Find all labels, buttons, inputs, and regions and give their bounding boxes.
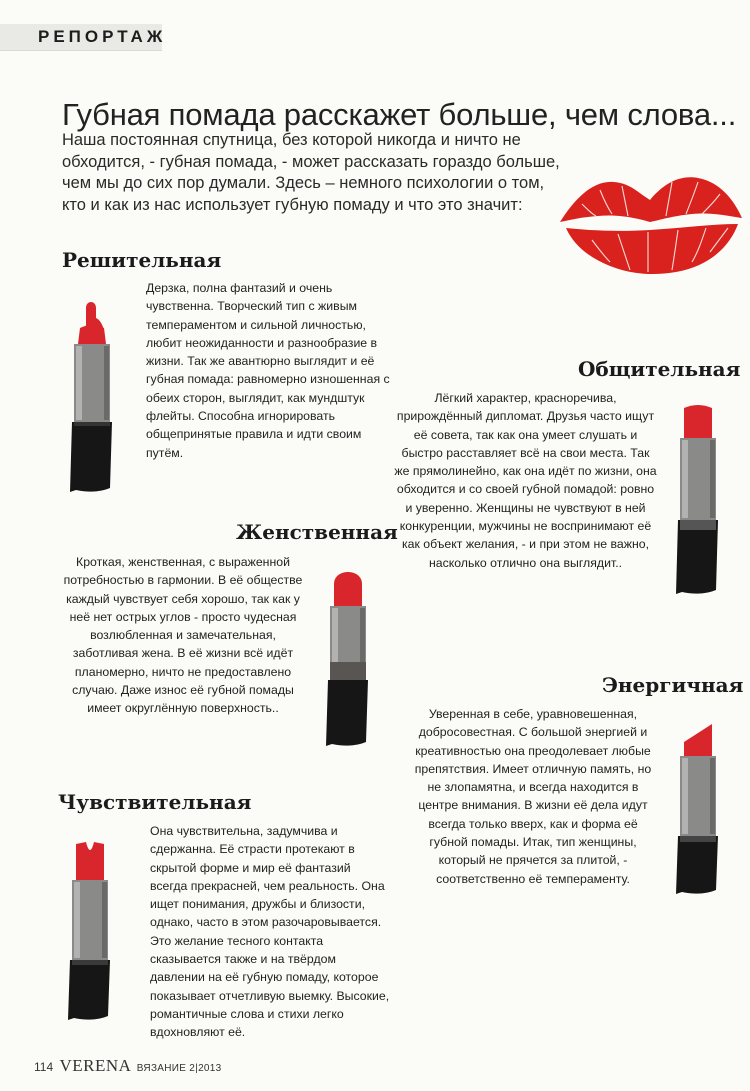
heading-sociable: Общительная — [578, 357, 741, 381]
paragraph-feminine: Кроткая, женственная, с выраженной потребностью в гармонии. В её обществе каждый чувствует себя хорошо, так как у неё нет острых углов - просто чудесная возлюбленная и замечательная, заботливая жена. В её жизни всё идёт планомерно, ничто не предоставлено случаю. Даже износ её губной помады имеет округлённую поверхность.. — [63, 555, 303, 716]
lipstick-energetic-icon — [672, 720, 724, 898]
paragraph-resolute: Дерзка, полна фантазий и очень чувственна. Творческий тип с живым темпераментом и сильной личностью, любит неожиданности и разнообразие в жизни. Так же авантюрно выглядит и её губная помада: равномерно изношенная с обеих сторон, выглядит, как мундштук флейты. Способна игнорировать общепринятые правила и идти своим путём. — [146, 281, 390, 460]
heading-resolute: Решительная — [62, 248, 222, 272]
magazine-brand: VERENA — [59, 1056, 132, 1075]
paragraph-sensitive: Она чувствительна, задумчива и сдержанна. Её страсти протекают в скрытой форме и мир её фантазий всегда прекрасней, чем реальность. Она ищет понимания, дружбы и близости, однако, часто в этом разочаровывается. Это желание тесного контакта сказывается также и на твёрдом давлении на её губную помаду, которое показывает отчетливую выемку. Высокие, романтичные слова и стихи легко вдохновляют её. — [150, 824, 390, 1040]
heading-sensitive: Чувствительная — [58, 790, 252, 814]
paragraph-sociable: Лёгкий характер, красноречива, прирождённый дипломат. Друзья часто ищут её совета, так как она умеет слушать и быстро расставляет всё на свои места. Так же прямолинейно, как она идёт по жизни, она обходится и со своей губной помадой: ровно и уверенно. Женщины не чувствуют в ней конкуренции, мужчины не воспринимают её как объект желания, - и при этом не важно, насколько отлично она выглядит.. — [394, 391, 657, 570]
section-tag — [0, 24, 167, 51]
paragraph-energetic: Уверенная в себе, уравновешенная, добросовестная. С большой энергией и креативностью она преодолевает любые препятствия. Имеет отличную память, но не злопамятна, и всегда находится в центре внимания. В жизни её дела идут всегда только вверх, как и форма её губной помады. Итак, тип женщины, который не прячется за плитой, - соответственно её темпераменту. — [414, 707, 652, 886]
section-tag-label: РЕПОРТАЖ — [38, 27, 167, 46]
page-footer — [34, 1056, 222, 1076]
kiss-print-illustration — [552, 160, 747, 280]
heading-feminine: Женственная — [236, 520, 398, 544]
page-number: 114 — [34, 1060, 54, 1074]
page-title: Губная помада расскажет больше, чем слова... — [62, 96, 737, 132]
magazine-issue: ВЯЗАНИЕ 2|2013 — [136, 1063, 222, 1074]
intro-paragraph: Наша постоянная спутница, без которой никогда и ничто не обходится, - губная помада, - может рассказать гораздо больше, чем мы до сих пор думали. Здесь – немного психологии о том, кто и как из нас использует губную помаду и что это значит: — [62, 131, 560, 214]
lipstick-resolute-icon — [66, 298, 118, 496]
lipstick-sociable-icon — [672, 400, 724, 598]
lipstick-feminine-icon — [322, 566, 374, 750]
heading-energetic: Энергичная — [602, 673, 744, 697]
lipstick-sensitive-icon — [64, 838, 116, 1024]
